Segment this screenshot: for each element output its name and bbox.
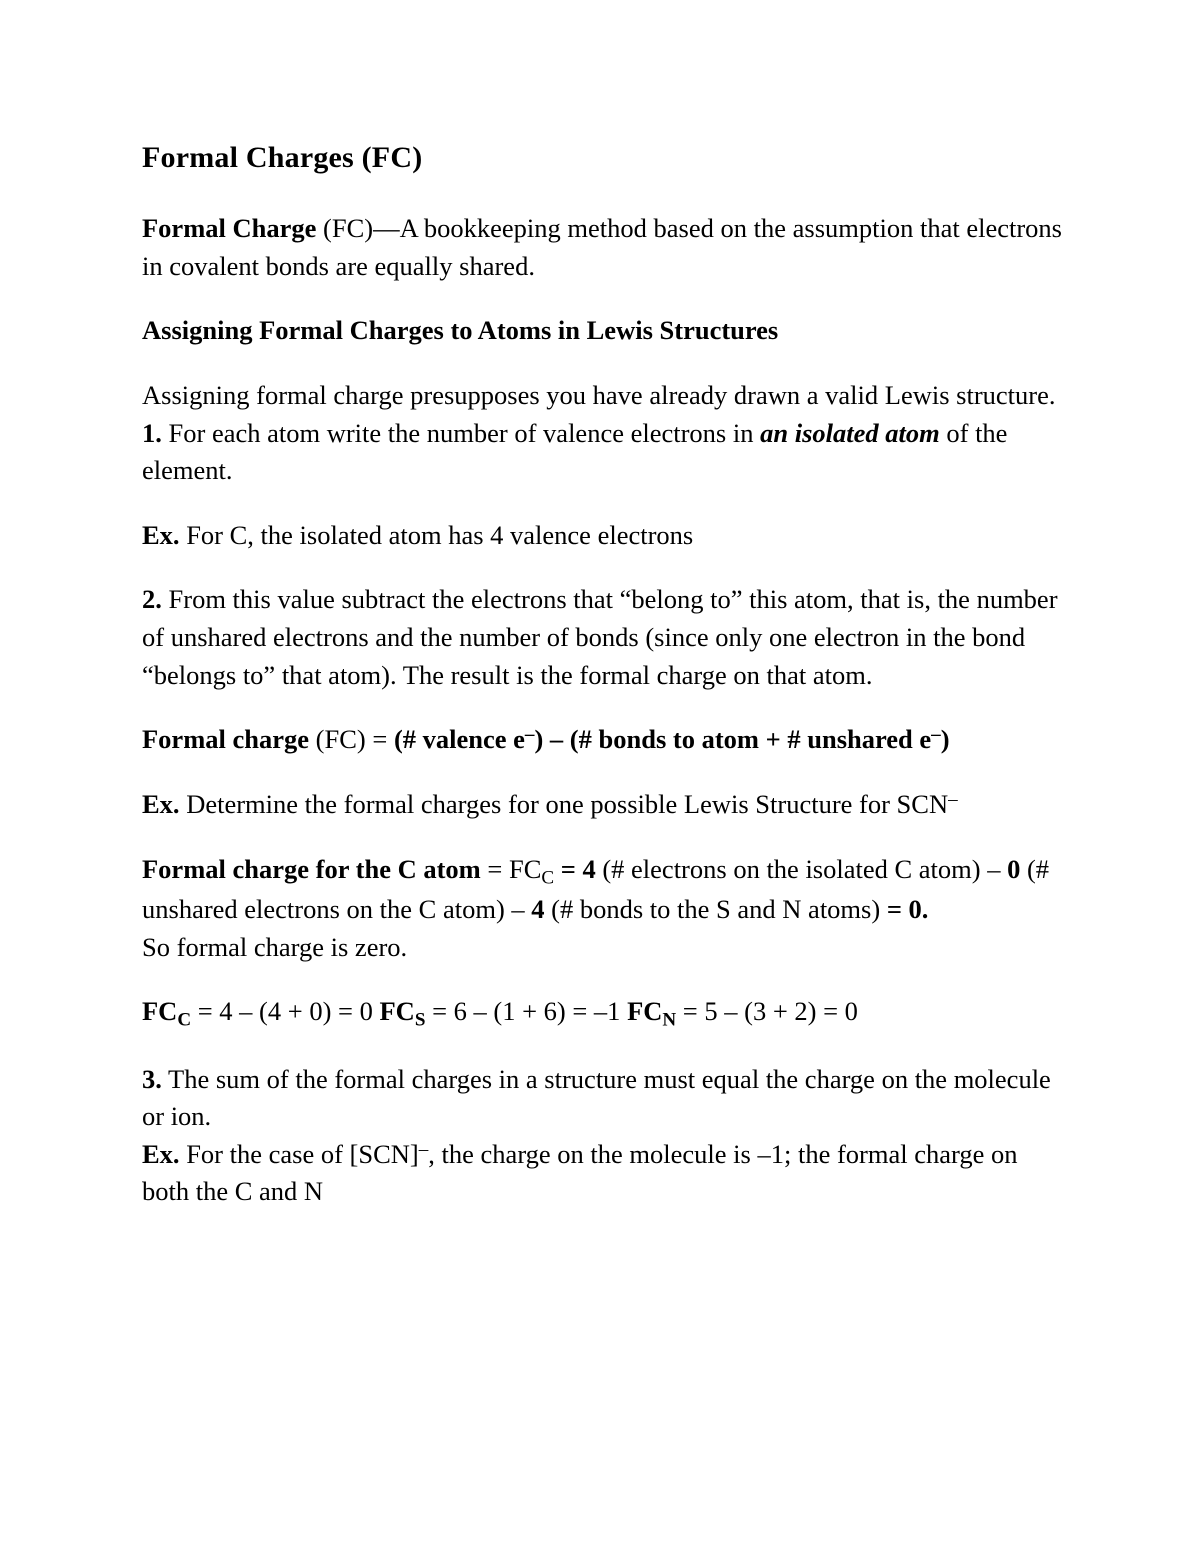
calc-fc-c-expression: = 4 – (4 + 0) = 0 [191, 996, 380, 1027]
fc-carbon-text1: (# electrons on the isolated C atom) – [595, 853, 1008, 884]
fc-carbon-equals: = FC [480, 853, 542, 884]
step1-text-a: Assigning formal charge presupposes you have already drawn a valid Lewis structure. [142, 379, 1056, 410]
calc-fc-s-label: FC [379, 996, 415, 1027]
example-carbon-valence [142, 517, 1065, 555]
step-1-paragraph [142, 377, 1065, 490]
formula-mid: (FC) = [309, 724, 394, 755]
section-heading-assigning: Assigning Formal Charges to Atoms in Lewis Structures [142, 315, 779, 346]
formula-label: Formal charge [142, 724, 310, 755]
fc-carbon-result: = 0. [886, 893, 929, 924]
formula-part3: ) [940, 724, 950, 755]
definition-text: (FC)—A bookkeeping method based on the assumption that electrons in covalent bonds are equally shared. [142, 213, 1062, 281]
calc-fc-n-label: FC [627, 996, 663, 1027]
formal-charge-zero-statement: So formal charge is zero. [142, 931, 408, 962]
step2-text: From this value subtract the electrons that “belong to” this atom, that is, the number of unshared electrons and the number of bonds (since only one electron in the bond “belongs to” that atom). The result is the formal charge on that atom. [142, 584, 1058, 690]
example2-text: Determine the formal charges for one possible Lewis Structure for SCN [179, 788, 949, 819]
example3-text-a: For the case of [SCN] [179, 1138, 419, 1169]
formula-part2-superscript: – [931, 724, 941, 746]
example-scn-structure [142, 786, 1065, 824]
example3-charge-superscript: – [418, 1138, 429, 1160]
formula-part1: (# valence e [393, 724, 525, 755]
step1-text-c: of the element. [142, 417, 1008, 486]
calc-fc-c-label: FC [142, 996, 178, 1027]
calc-fc-s-expression: = 6 – (1 + 6) = –1 [425, 996, 628, 1027]
fc-carbon-text2: (# unshared electrons on the C atom) – [142, 853, 1050, 924]
step-2-paragraph [142, 581, 1065, 694]
formula-part2: ) – (# bonds to atom + # unshared e [534, 724, 932, 755]
calc-fc-n-expression: = 5 – (3 + 2) = 0 [676, 996, 858, 1027]
example3-text-b: , the charge on the molecule is –1; the formal charge on both the C and N [142, 1138, 1018, 1207]
definition-term: Formal Charge [142, 213, 317, 243]
example2-charge-superscript: – [948, 788, 958, 810]
example-text: For C, the isolated atom has 4 valence electrons [179, 519, 694, 550]
step3-number: 3. [142, 1063, 162, 1094]
fc-carbon-value: = 4 [554, 853, 596, 884]
fc-carbon-label: Formal charge for the C atom [142, 853, 481, 884]
fc-carbon-bold2: 4 [531, 893, 545, 924]
example3-label: Ex. [142, 1138, 180, 1169]
step1-text-b: For each atom write the number of valence electrons in [161, 417, 761, 448]
formal-charge-formula [142, 721, 1065, 759]
formal-charge-calculations [142, 993, 1065, 1033]
fc-carbon-bold1: 0 [1007, 853, 1021, 884]
page-title: Formal Charges (FC) [142, 141, 423, 174]
example-scn-ion-charge [142, 1136, 1065, 1211]
calc-fc-c-subscript: C [177, 1009, 192, 1031]
step1-number: 1. [142, 417, 162, 448]
formal-charge-definition [142, 210, 1065, 285]
calc-fc-n-subscript: N [662, 1009, 677, 1031]
fc-carbon-subscript: C [541, 866, 555, 888]
fc-carbon-text3: (# bonds to the S and N atoms) [544, 893, 887, 924]
example-label: Ex. [142, 519, 180, 550]
step3-text: The sum of the formal charges in a structure must equal the charge on the molecule or ion. [142, 1063, 1051, 1132]
step2-number: 2. [142, 584, 162, 615]
step-3-paragraph [142, 1061, 1065, 1136]
calc-fc-s-subscript: S [414, 1009, 426, 1031]
step1-emphasis: an isolated atom [760, 417, 940, 448]
example2-label: Ex. [142, 788, 180, 819]
formal-charge-carbon-worked [142, 851, 1065, 929]
formula-part1-superscript: – [524, 724, 535, 746]
